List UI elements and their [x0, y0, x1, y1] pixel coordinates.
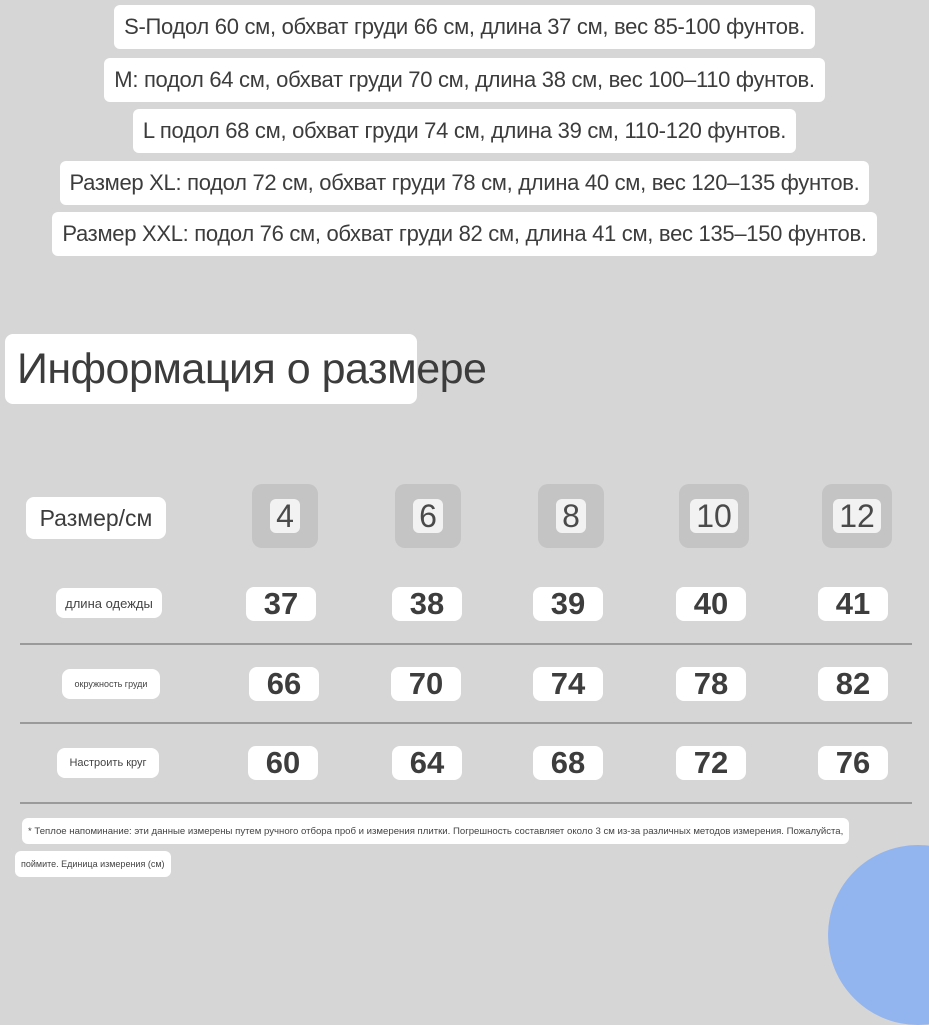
- size-column-header: [395, 484, 461, 548]
- size-line-l: [0, 109, 929, 153]
- size-line-text: M: подол 64 см, обхват груди 70 см, длина 38 см, вес 100–110 фунтов.: [104, 58, 824, 102]
- row-divider: [20, 643, 912, 645]
- table-cell: 78: [676, 667, 746, 701]
- row-label-chest: окружность груди: [62, 669, 160, 699]
- table-cell: 66: [249, 667, 319, 701]
- size-line-text: S-Подол 60 см, обхват груди 66 см, длина 37 см, вес 85-100 фунтов.: [114, 5, 815, 49]
- row-label-length: длина одежды: [56, 588, 162, 618]
- size-line-s: [0, 5, 929, 49]
- table-cell: 74: [533, 667, 603, 701]
- footnote-line: * Теплое напоминание: эти данные измерены путем ручного отбора проб и измерения плитки. Погрешность составляет около 3 см из-за различных методов измерения. Пожалуйста,: [22, 818, 849, 844]
- table-cell: 41: [818, 587, 888, 621]
- table-cell: 40: [676, 587, 746, 621]
- decorative-circle: [828, 845, 929, 1025]
- size-line-m: [0, 58, 929, 102]
- size-line-xxl: [0, 212, 929, 256]
- row-divider: [20, 802, 912, 804]
- size-line-text: Размер XL: подол 72 см, обхват груди 78 см, длина 40 см, вес 120–135 фунтов.: [60, 161, 870, 205]
- size-line-xl: [0, 161, 929, 205]
- size-value: 12: [833, 499, 881, 533]
- table-cell: 37: [246, 587, 316, 621]
- size-value: 6: [413, 499, 443, 533]
- row-label-hem: Настроить круг: [57, 748, 159, 778]
- size-header-label: Размер/см: [26, 497, 166, 539]
- table-cell: 60: [248, 746, 318, 780]
- page-title: Информация о размере: [5, 334, 417, 404]
- size-value: 8: [556, 499, 586, 533]
- size-column-header: [822, 484, 892, 548]
- size-value: 10: [690, 499, 738, 533]
- size-column-header: [538, 484, 604, 548]
- table-cell: 38: [392, 587, 462, 621]
- footnote-line: поймите. Единица измерения (см): [15, 851, 171, 877]
- table-cell: 39: [533, 587, 603, 621]
- table-cell: 76: [818, 746, 888, 780]
- table-cell: 68: [533, 746, 603, 780]
- table-cell: 72: [676, 746, 746, 780]
- size-line-text: Размер XXL: подол 76 см, обхват груди 82 см, длина 41 см, вес 135–150 фунтов.: [52, 212, 876, 256]
- table-cell: 70: [391, 667, 461, 701]
- table-cell: 64: [392, 746, 462, 780]
- size-value: 4: [270, 499, 300, 533]
- size-column-header: [679, 484, 749, 548]
- size-column-header: [252, 484, 318, 548]
- table-cell: 82: [818, 667, 888, 701]
- size-line-text: L подол 68 см, обхват груди 74 см, длина 39 см, 110-120 фунтов.: [133, 109, 796, 153]
- row-divider: [20, 722, 912, 724]
